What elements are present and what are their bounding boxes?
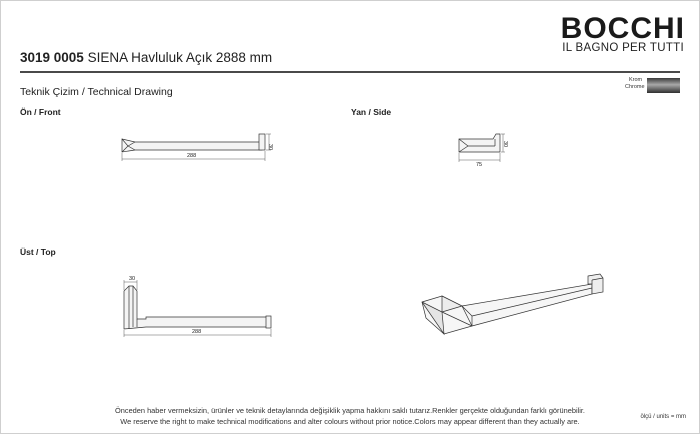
finish-label-tr: Krom	[629, 77, 643, 83]
product-code: 3019 0005	[20, 50, 84, 65]
front-view-drawing	[122, 134, 271, 161]
disclaimer-english: We reserve the right to make technical modifications and alter colours without prior notice.Colors may appear different than they actually are.	[120, 417, 580, 426]
side-height-dim: 30	[502, 141, 508, 148]
brand-tagline: IL BAGNO PER TUTTI	[562, 42, 684, 54]
unit-note: ölçü / units = mm	[640, 414, 686, 420]
top-width-dim: 30	[129, 276, 136, 282]
front-length-dim: 288	[187, 153, 197, 159]
side-view-drawing	[459, 134, 505, 162]
top-length-dim: 288	[192, 329, 202, 335]
brand-logo: BOCCHI	[560, 12, 685, 45]
disclaimer-turkish: Önceden haber vermeksizin, ürünler ve teknik detaylarında değişiklik yapma hakkını saklı tutarız.Renkler gerçekte olduğundan farklı görünebilir.	[115, 406, 585, 415]
front-height-dim: 30	[267, 144, 273, 151]
front-view-label: Ön / Front	[20, 107, 61, 117]
top-view-label: Üst / Top	[20, 247, 56, 257]
section-title: Teknik Çizim / Technical Drawing	[20, 86, 173, 98]
side-depth-dim: 75	[476, 162, 483, 168]
finish-label-en: Chrome	[625, 84, 645, 90]
side-view-label: Yan / Side	[351, 107, 392, 117]
perspective-drawing	[422, 274, 603, 334]
product-name: SIENA Havluluk Açık 2888 mm	[87, 50, 273, 65]
